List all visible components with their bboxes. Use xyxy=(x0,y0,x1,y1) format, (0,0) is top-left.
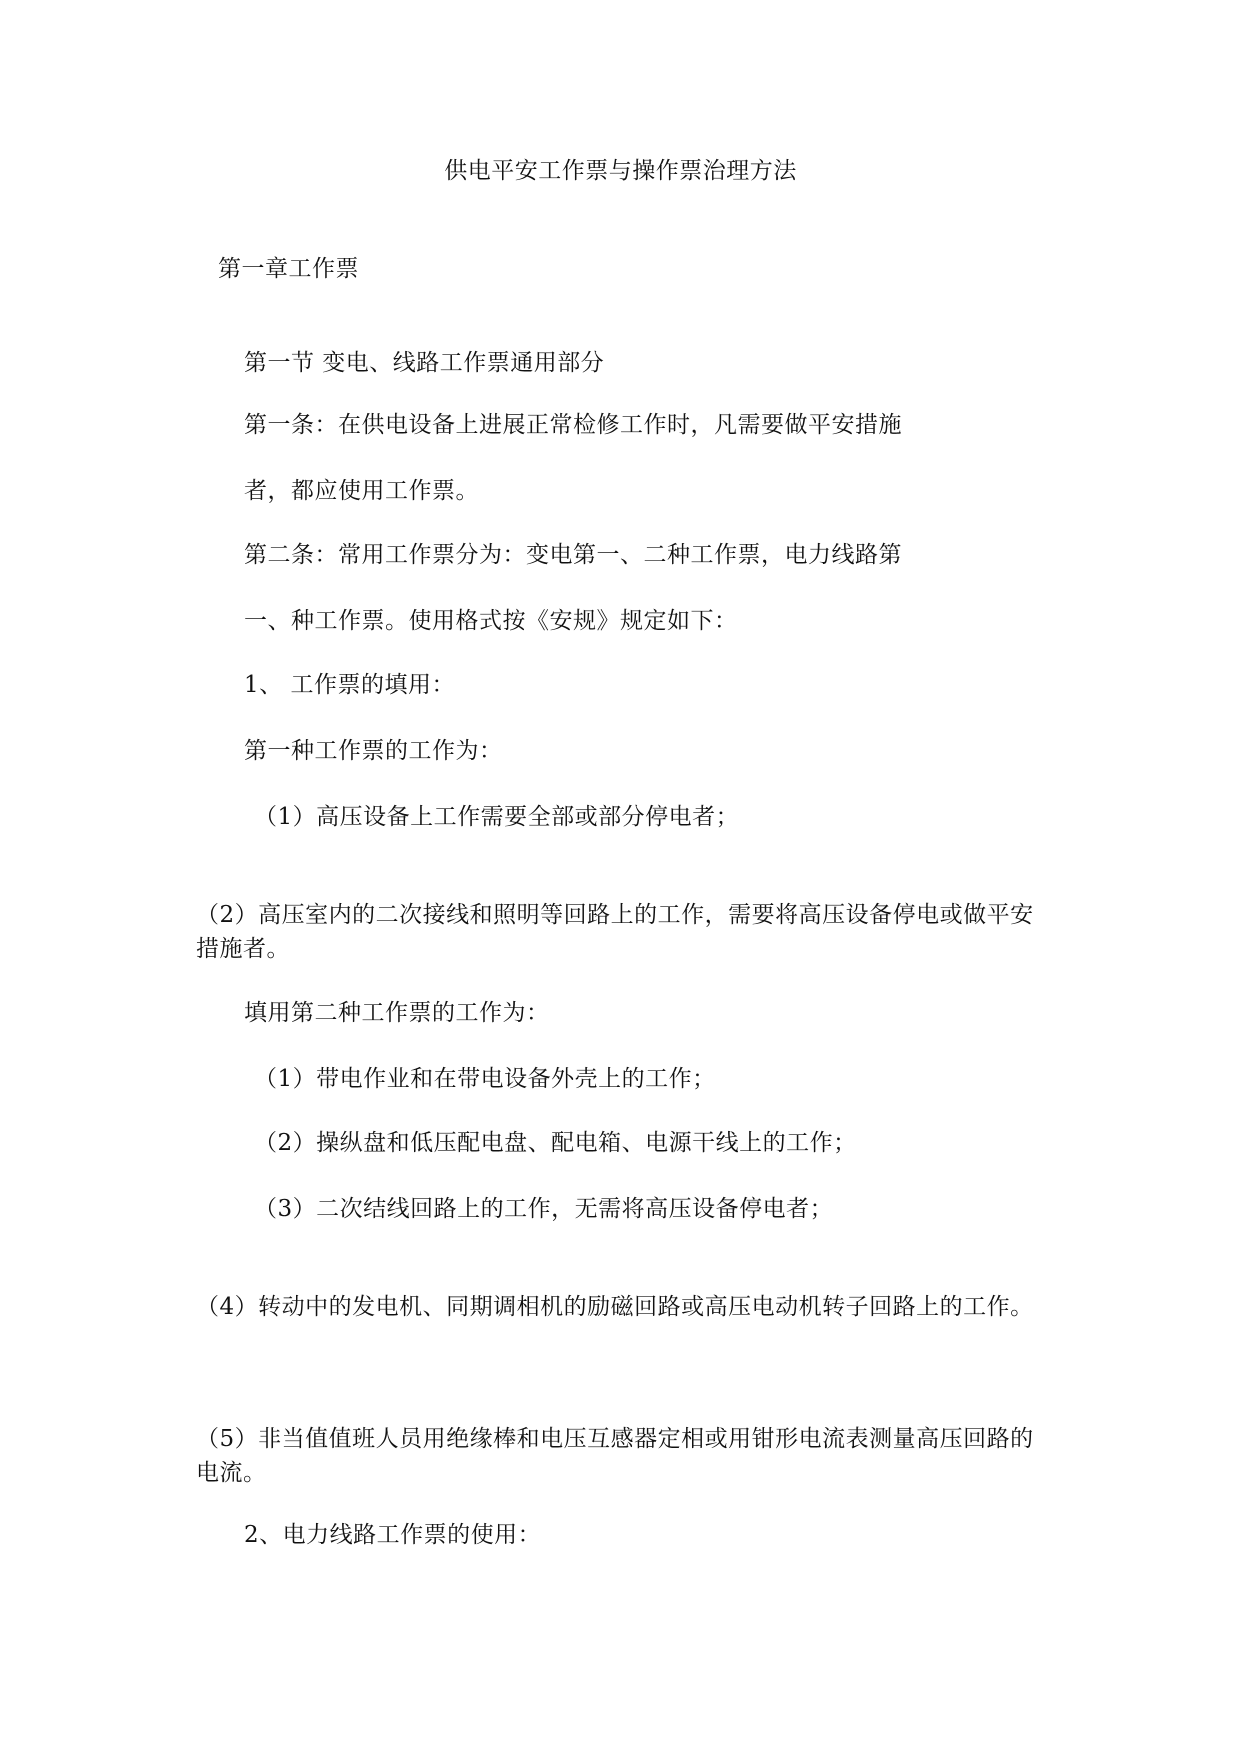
second-type-item: （2）操纵盘和低压配电盘、配电箱、电源干线上的工作； xyxy=(254,1130,857,1156)
first-type-heading: 第一种工作票的工作为： xyxy=(244,738,503,764)
chapter-heading: 第一章工作票 xyxy=(218,256,359,282)
second-type-heading: 填用第二种工作票的工作为： xyxy=(244,1000,550,1026)
article-2-line-2: 一、种工作票。使用格式按《安规》规定如下： xyxy=(244,608,738,634)
second-type-item: （3）二次结线回路上的工作，无需将高压设备停电者； xyxy=(254,1196,834,1222)
second-type-item: （5）非当值值班人员用绝缘棒和电压互感器定相或用钳形电流表测量高压回路的电流。 xyxy=(196,1426,1034,1486)
document-title: 供电平安工作票与操作票治理方法 xyxy=(444,158,797,184)
article-2-line-1: 第二条：常用工作票分为：变电第一、二种工作票，电力线路第 xyxy=(244,542,902,568)
first-type-item: （2）高压室内的二次接线和照明等回路上的工作，需要将高压设备停电或做平安措施者。 xyxy=(196,902,1034,962)
item-2-heading: 2、电力线路工作票的使用： xyxy=(244,1522,542,1548)
article-1-line-1: 第一条：在供电设备上进展正常检修工作时，凡需要做平安措施 xyxy=(244,412,902,438)
second-type-item: （4）转动中的发电机、同期调相机的励磁回路或高压电动机转子回路上的工作。 xyxy=(196,1294,1034,1320)
section-heading: 第一节 变电、线路工作票通用部分 xyxy=(244,350,605,376)
article-1-line-2: 者，都应使用工作票。 xyxy=(244,478,479,504)
second-type-item: （1）带电作业和在带电设备外壳上的工作； xyxy=(254,1066,716,1092)
first-type-item: （1）高压设备上工作需要全部或部分停电者； xyxy=(254,804,740,830)
item-1-heading: 1、 工作票的填用： xyxy=(244,672,455,698)
